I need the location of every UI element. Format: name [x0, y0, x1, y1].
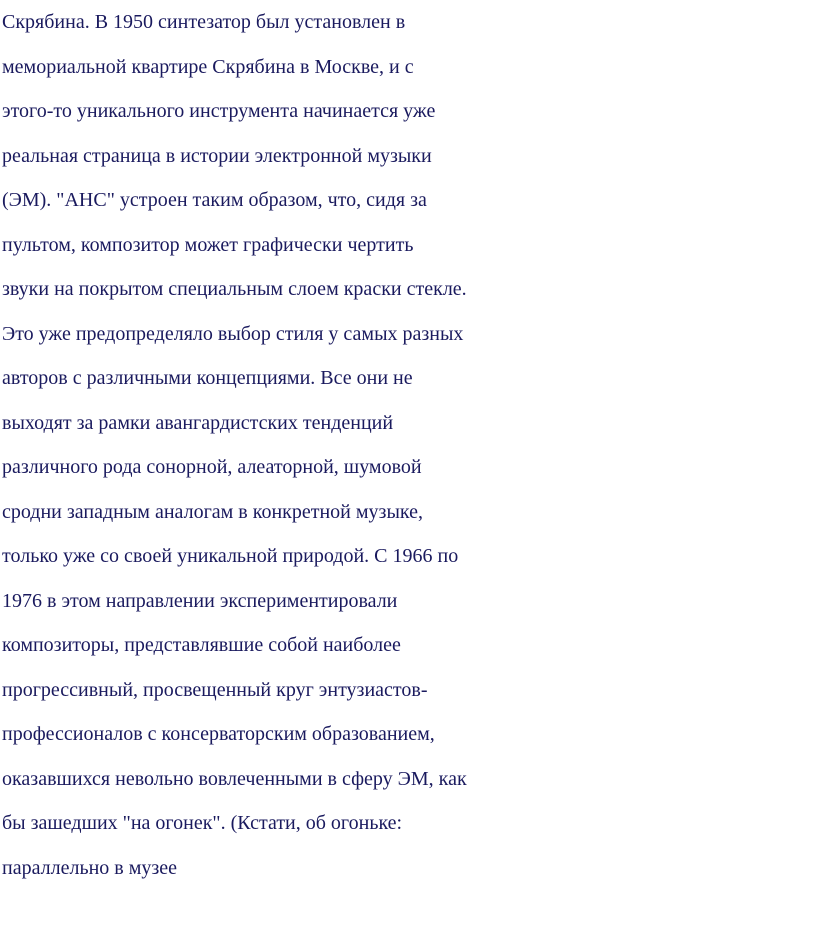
body-text	[2, 0, 816, 890]
text-line: звуки на покрытом специальным слоем краски стекле.	[2, 278, 467, 300]
text-line: прогрессивный, просвещенный круг энтузиастов-	[2, 678, 428, 701]
text-line: различного рода сонорной, алеаторной, шумовой	[2, 456, 422, 478]
text-line: мемориальной квартире Скрябина в Москве, и с	[2, 55, 414, 78]
text-line: композиторы, представлявшие собой наиболее	[2, 634, 401, 656]
text-line: (ЭМ). "АНС" устроен таким образом, что, сидя за	[2, 189, 427, 211]
text-line: реальная страница в истории электронной музыки	[2, 144, 432, 167]
text-line: 1976 в этом направлении экспериментировали	[2, 589, 398, 612]
text-line: сродни западным аналогам в конкретной музыке,	[2, 500, 423, 523]
text-line: этого-то уникального инструмента начинается уже	[2, 100, 436, 122]
text-line: Скрябина. В 1950 синтезатор был установлен в	[2, 11, 406, 33]
text-line: выходят за рамки авангардистских тенденций	[2, 411, 394, 434]
text-line: параллельно в музее	[2, 856, 178, 879]
text-line: оказавшихся невольно вовлеченными в сферу ЭМ, как	[2, 767, 467, 790]
text-line: Это уже предопределяло выбор стиля у самых разных	[2, 322, 464, 345]
text-line: авторов с различными концепциями. Все они не	[2, 367, 413, 389]
text-line: профессионалов с консерваторским образованием,	[2, 723, 435, 745]
text-line: только уже со своей уникальной природой. С 1966 по	[2, 545, 459, 567]
text-line: бы зашедших "на огонек". (Кстати, об огоньке:	[2, 812, 403, 834]
text-line: пультом, композитор может графически чертить	[2, 233, 414, 256]
